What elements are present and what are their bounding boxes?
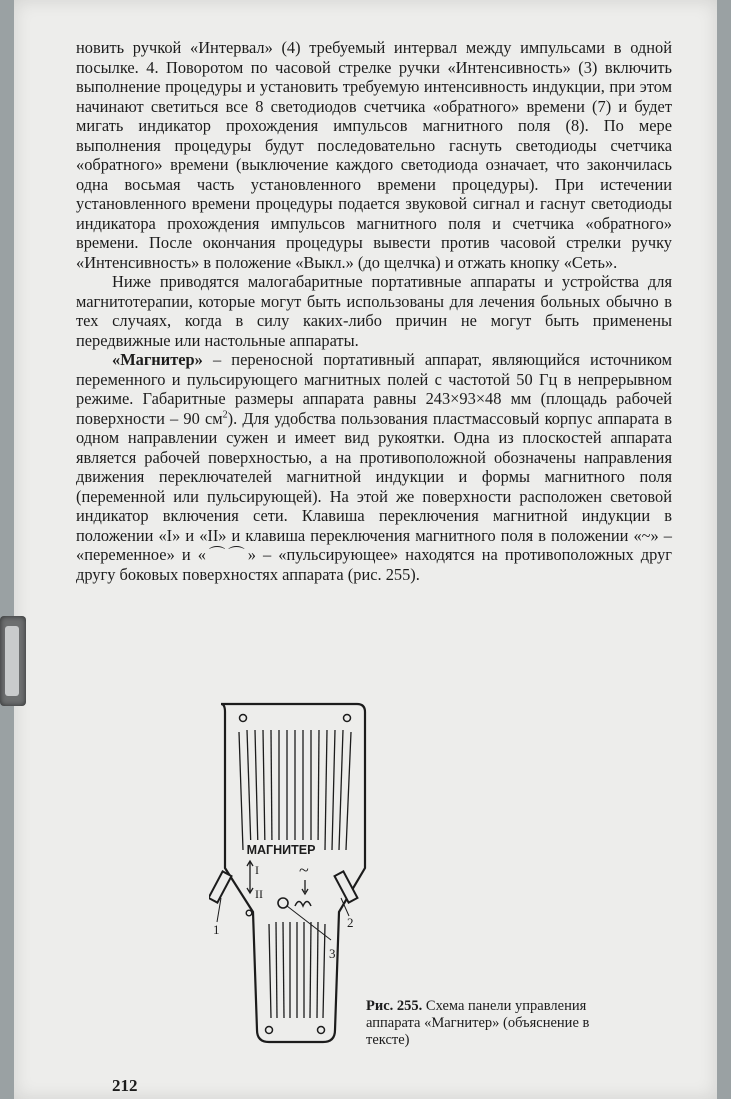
screw-icon (240, 715, 247, 722)
body-text (76, 38, 672, 584)
device-schematic-figure (209, 700, 369, 1050)
binder-clip (0, 616, 26, 706)
power-indicator-icon (246, 910, 252, 916)
callout-3: 3 (329, 946, 336, 961)
figure-number: Рис. 255. (366, 998, 423, 1014)
upper-grille (239, 730, 351, 850)
paragraph-2: Ниже приводятся малогабаритные портативные аппараты и устройства для магнитотерапии, которые могут быть использованы для лечения больных обычно в тех случаях, когда в силу каких-либо причин не могут быть применены передвижные или настольные аппараты. (76, 272, 672, 350)
lower-grille (269, 922, 325, 1018)
pulse-symbol-icon (295, 902, 311, 907)
callout-1: 1 (213, 922, 220, 937)
screw-icon (344, 715, 351, 722)
leader-line-3 (287, 906, 331, 940)
mark-II: II (255, 887, 263, 901)
paragraph-3-part-b: ). Для удобства пользования пластмассовый корпус аппарата в одном направлении сужен и имеет вид рукоятки. Одна из плоскостей аппарата является рабочей поверхностью, а на противоположной обозначены направления движения переключателей магнитной индукции и формы магнитного поля (переменной или пульсирующей). На этой же поверхности расположен световой индикатор включения сети. Клавиша переключения магнитной индукции в положении «I» и «II» и клавиша переключения магнитного поля в положении «~» – «переменное» и «⌒⌒» – «пульсирующее» находятся на противоположных друг другу боковых поверхностях аппарата (рис. 255). (76, 408, 672, 584)
figure-caption (366, 998, 636, 1049)
caption-text: Схема панели управления аппарата «Магнитер» (объяснение в тексте) (366, 998, 590, 1048)
induction-switch (209, 871, 231, 902)
screw-icon (266, 1027, 273, 1034)
book-page (14, 0, 717, 1099)
page-number: 212 (112, 1076, 138, 1095)
screw-icon (318, 1027, 325, 1034)
paragraph-1: новить ручкой «Интервал» (4) требуемый интервал между импульсами в одной посылке. 4. Поворотом по часовой стрелке ручки «Интенсивность» (3) включить выполнение процедуры и установить требуемую интенсивность индукции, при этом начинают светиться все 8 светодиодов счетчика «обратного» времени (7) и будет мигать индикатор прохождения импульсов магнитного поля (8). По мере выполнения процедуры будут последовательно гаснуть светодиоды счетчика «обратного» времени (выключение каждого светодиода означает, что закончилась одна восьмая часть установленного времени процедуры). При истечении установленного времени процедуры подается звуковой сигнал и гаснут светодиоды индикатора прохождения импульсов магнитного поля и счетчика «обратного» времени. После окончания процедуры вывести против часовой стрелки ручку «Интенсивность» в положение «Выкл.» (до щелчка) и отжать кнопку «Сеть». (76, 38, 672, 272)
paragraph-3-part-a: – переносной портативный аппарат, являющийся источником переменного и пульсирующего магнитных полей с частотой 50 Гц в непрерывном режиме. Габаритные размеры аппарата равны 243×93×48 мм (площадь рабочей поверхности – 90 см (76, 350, 672, 428)
indicator-lamp-icon (278, 898, 288, 908)
paragraph-3 (76, 350, 672, 584)
callout-2: 2 (347, 915, 354, 930)
mark-I: I (255, 863, 259, 877)
superscript: 2 (222, 409, 228, 421)
mark-wave: ~ (299, 860, 309, 880)
device-label: МАГНИТЕР (246, 843, 316, 857)
device-name: «Магнитер» (112, 350, 203, 369)
